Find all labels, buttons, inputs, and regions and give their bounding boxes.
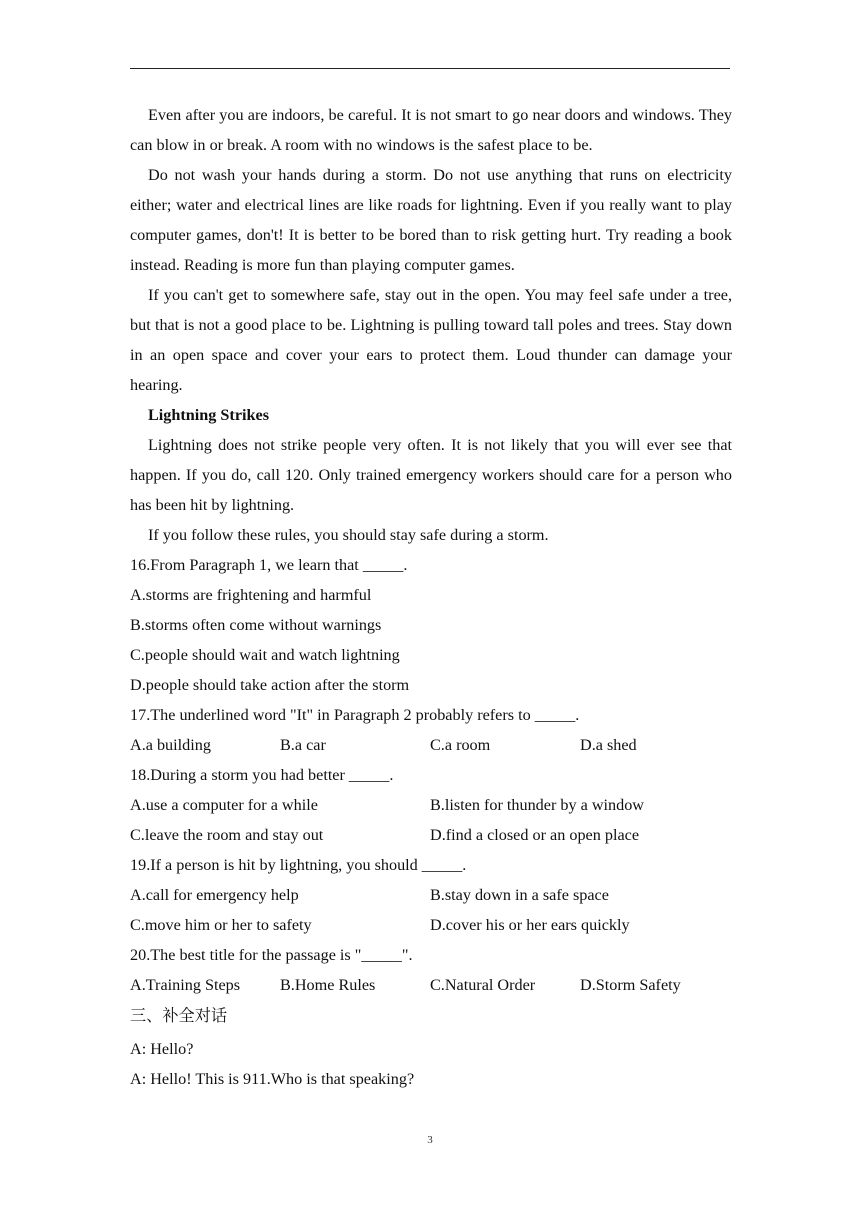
question-17-options	[130, 730, 732, 760]
document-body	[130, 100, 732, 1094]
question-19-options-row1	[130, 880, 732, 910]
question-18-option-b: B.listen for thunder by a window	[430, 796, 645, 814]
question-19-option-b: B.stay down in a safe space	[430, 886, 609, 904]
passage-paragraph: Even after you are indoors, be careful. It is not smart to go near doors and windows. They can blow in or break. A room with no windows is the safest place to be.	[130, 106, 732, 154]
question-17-option-c: C.a room	[430, 736, 491, 754]
question-19-stem: 19.If a person is hit by lightning, you should _____.	[130, 856, 467, 874]
question-16-option-c: C.people should wait and watch lightning	[130, 646, 400, 664]
question-16-option-b: B.storms often come without warnings	[130, 616, 382, 634]
question-20-option-a: A.Training Steps	[130, 976, 241, 994]
passage-paragraph: If you can't get to somewhere safe, stay out in the open. You may feel safe under a tree, but that is not a good place to be. Lightning is pulling toward tall poles and trees. Stay down in an open space and cover your ears to protect them. Loud thunder can damage your hearing.	[130, 286, 732, 394]
dialogue-line: A: Hello?	[130, 1040, 194, 1058]
question-18-stem: 18.During a storm you had better _____.	[130, 766, 394, 784]
question-18-options-row1	[130, 790, 732, 820]
passage-subheading: Lightning Strikes	[148, 406, 269, 424]
section-title: 三、补全对话	[130, 1007, 228, 1025]
passage-paragraph: If you follow these rules, you should stay safe during a storm.	[148, 526, 549, 544]
question-16-stem: 16.From Paragraph 1, we learn that _____.	[130, 556, 408, 574]
question-20-options	[130, 970, 732, 1000]
question-20-option-d: D.Storm Safety	[580, 976, 681, 994]
question-20-option-b: B.Home Rules	[280, 976, 376, 994]
question-18-option-a: A.use a computer for a while	[130, 796, 318, 814]
question-17-option-a: A.a building	[130, 736, 211, 754]
question-20-option-c: C.Natural Order	[430, 976, 536, 994]
question-19-options-row2	[130, 910, 732, 940]
question-18-option-d: D.find a closed or an open place	[430, 826, 640, 844]
question-19-option-c: C.move him or her to safety	[130, 916, 312, 934]
question-18-option-c: C.leave the room and stay out	[130, 826, 324, 844]
question-18-options-row2	[130, 820, 732, 850]
passage-paragraph: Do not wash your hands during a storm. Do not use anything that runs on electricity either; water and electrical lines are like roads for lightning. Even if you really want to play computer games, don't! It is better to be bored than to risk getting hurt. Try reading a book instead. Reading is more fun than playing computer games.	[130, 166, 732, 274]
question-16-option-d: D.people should take action after the storm	[130, 676, 410, 694]
question-19-option-a: A.call for emergency help	[130, 886, 299, 904]
page-number: 3	[427, 1134, 433, 1146]
question-17-stem: 17.The underlined word "It" in Paragraph 2 probably refers to _____.	[130, 706, 580, 724]
passage-paragraph: Lightning does not strike people very often. It is not likely that you will ever see that happen. If you do, call 120. Only trained emergency workers should care for a person who has been hit by lightning.	[130, 436, 732, 514]
question-20-stem: 20.The best title for the passage is "_____".	[130, 946, 413, 964]
question-17-option-d: D.a shed	[580, 736, 637, 754]
header-rule	[130, 68, 730, 69]
question-19-option-d: D.cover his or her ears quickly	[430, 916, 630, 934]
question-17-option-b: B.a car	[280, 736, 326, 754]
question-16-option-a: A.storms are frightening and harmful	[130, 586, 372, 604]
dialogue-line: A: Hello! This is 911.Who is that speaking?	[130, 1070, 415, 1088]
